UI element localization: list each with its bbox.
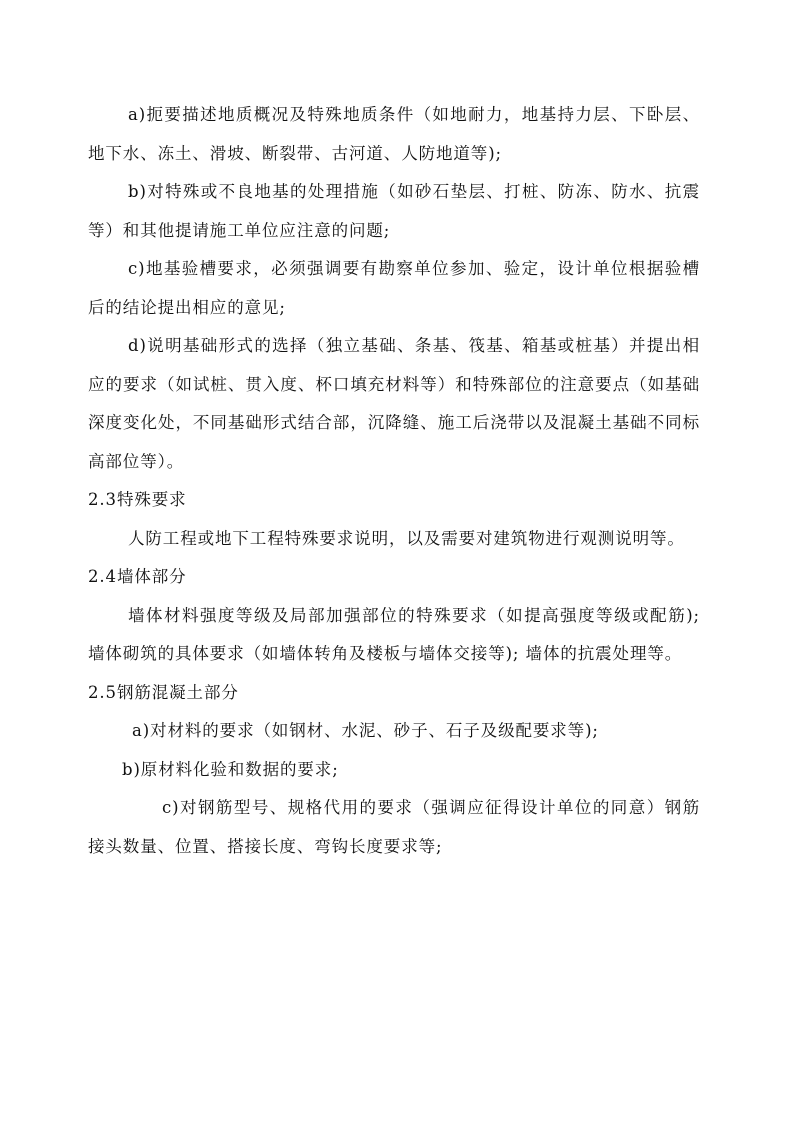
paragraph-material-requirements: a)对材料的要求（如钢材、水泥、砂子、石子及级配要求等); — [132, 721, 599, 740]
paragraph-wall-materials: 墙体材料强度等级及局部加强部位的特殊要求（如提高强度等级或配筋); 墙体砌筑的具体要求（如墙体转角及楼板与墙体交接等); 墙体的抗震处理等。 — [88, 605, 700, 663]
section-heading-reinforced-concrete: 2.5钢筋混凝土部分 — [88, 682, 239, 702]
paragraph-trench-inspection: c)地基验槽要求，必须强调要有勘察单位参加、验定，设计单位根据验槽后的结论提出相应的意见; — [88, 259, 700, 317]
paragraph-special-foundation-treatment: b)对特殊或不良地基的处理措施（如砂石垫层、打桩、防冻、防水、抗震等）和其他提请施工单位应注意的问题; — [88, 182, 700, 240]
paragraph-material-testing: b)原材料化验和数据的要求; — [122, 759, 339, 779]
section-heading-wall: 2.4墙体部分 — [88, 567, 187, 586]
paragraph-geology-overview: a)扼要描述地质概况及特殊地质条件（如地耐力，地基持力层、下卧层、地下水、冻土、滑坡、断裂带、古河道、人防地道等); — [88, 105, 700, 163]
section-heading-special-requirements: 2.3特殊要求 — [88, 490, 187, 509]
paragraph-foundation-type: d)说明基础形式的选择（独立基础、条基、筏基、箱基或桩基）并提出相应的要求（如试桩、贯入度、杯口填充材料等）和特殊部位的注意要点（如基础深度变化处，不同基础形式结合部，沉降缝、施工后浇带以及混凝土基础不同标高部位等）。 — [88, 336, 700, 471]
document-body — [88, 96, 700, 866]
paragraph-rebar-requirements: c)对钢筋型号、规格代用的要求（强调应征得设计单位的同意）钢筋接头数量、位置、搭接长度、弯钩长度要求等; — [88, 798, 700, 856]
paragraph-civil-defense: 人防工程或地下工程特殊要求说明，以及需要对建筑物进行观测说明等。 — [128, 528, 685, 548]
